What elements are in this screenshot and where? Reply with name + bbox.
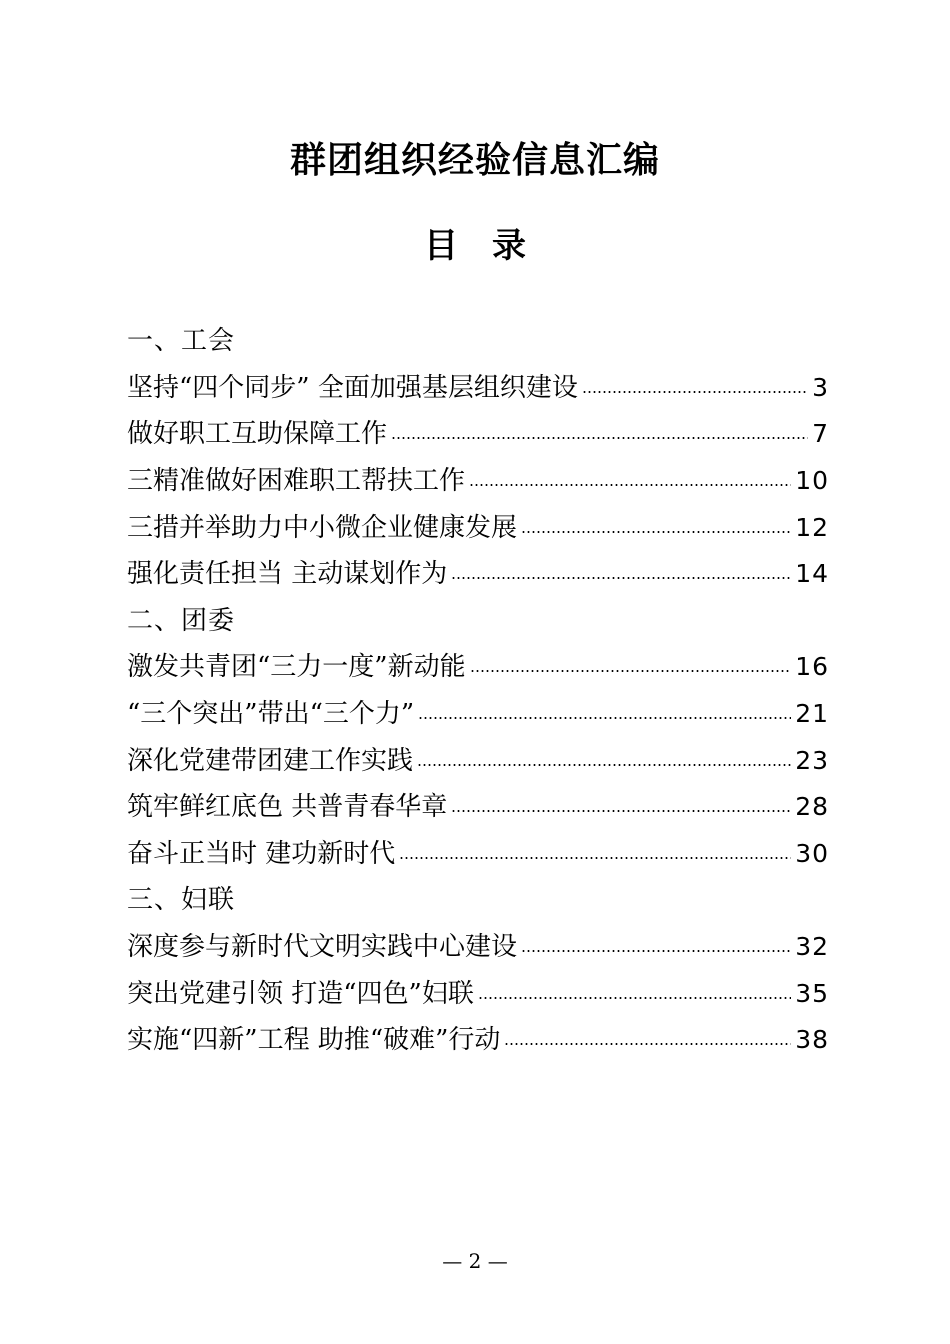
toc-entry[interactable] <box>127 691 829 738</box>
toc-entry-title: 坚持“四个同步” 全面加强基层组织建设 <box>127 372 578 403</box>
toc-entry-page: 12 <box>795 512 829 542</box>
toc-section-title: 一、工会 <box>127 326 236 357</box>
toc-entry-page: 21 <box>795 699 829 729</box>
toc-heading-right: 录 <box>492 226 526 266</box>
dot-leader <box>399 857 791 859</box>
toc-entry-page: 32 <box>795 932 829 962</box>
dot-leader <box>417 764 791 766</box>
dot-leader <box>469 484 791 486</box>
dot-leader <box>521 950 791 952</box>
toc-entry-page: 38 <box>795 1025 829 1055</box>
page-number-footer: — 2 — <box>442 1249 508 1273</box>
toc-section-title: 二、团委 <box>127 605 236 636</box>
toc-entry-title: 做好职工互助保障工作 <box>127 419 388 450</box>
toc-entry[interactable] <box>127 924 829 971</box>
table-of-contents <box>127 318 829 1064</box>
document-title: 群团组织经验信息汇编 <box>289 139 660 181</box>
toc-heading <box>0 222 950 270</box>
toc-entry-page: 7 <box>812 419 829 449</box>
toc-entry[interactable] <box>127 1017 829 1064</box>
dot-leader <box>470 670 792 672</box>
toc-entry[interactable] <box>127 644 829 691</box>
toc-entry-title: 实施“四新”工程 助推“破难”行动 <box>127 1025 501 1056</box>
dot-leader <box>418 717 791 719</box>
toc-entry-page: 14 <box>795 559 829 589</box>
toc-entry-page: 30 <box>795 838 829 868</box>
toc-entry-page: 10 <box>795 466 829 496</box>
toc-entry-title: 强化责任担当 主动谋划作为 <box>127 559 448 590</box>
toc-entry[interactable] <box>127 458 829 505</box>
toc-entry-page: 16 <box>795 652 829 682</box>
dot-leader <box>451 577 791 579</box>
dot-leader <box>478 997 791 999</box>
toc-entry[interactable] <box>127 970 829 1017</box>
toc-entry[interactable] <box>127 411 829 458</box>
toc-entry-title: 奋斗正当时 建功新时代 <box>127 838 396 869</box>
toc-entry-title: 激发共青团“三力一度”新动能 <box>127 652 466 683</box>
toc-entry-title: 三措并举助力中小微企业健康发展 <box>127 512 518 543</box>
toc-entry-title: 深化党建带团建工作实践 <box>127 745 414 776</box>
toc-entry-title: “三个突出”带出“三个力” <box>127 699 415 730</box>
toc-entry[interactable] <box>127 365 829 412</box>
toc-entry[interactable] <box>127 504 829 551</box>
toc-heading-left: 目 <box>424 226 458 266</box>
dot-leader <box>391 437 808 439</box>
toc-entry-title: 筑牢鲜红底色 共普青春华章 <box>127 792 448 823</box>
dot-leader <box>451 810 791 812</box>
toc-entry[interactable] <box>127 551 829 598</box>
dot-leader <box>582 391 808 393</box>
toc-entry[interactable] <box>127 737 829 784</box>
toc-section-title: 三、妇联 <box>127 885 236 916</box>
dot-leader <box>521 531 791 533</box>
toc-entry-title: 深度参与新时代文明实践中心建设 <box>127 932 518 963</box>
toc-section <box>127 598 829 645</box>
toc-entry-page: 3 <box>812 372 829 402</box>
dot-leader <box>504 1043 791 1045</box>
toc-entry-title: 突出党建引领 打造“四色”妇联 <box>127 978 474 1009</box>
toc-entry-page: 28 <box>795 792 829 822</box>
toc-entry-title: 三精准做好困难职工帮扶工作 <box>127 466 466 497</box>
toc-entry[interactable] <box>127 784 829 831</box>
toc-entry[interactable] <box>127 831 829 878</box>
toc-section <box>127 318 829 365</box>
toc-section <box>127 877 829 924</box>
toc-entry-page: 35 <box>795 978 829 1008</box>
toc-entry-page: 23 <box>795 745 829 775</box>
